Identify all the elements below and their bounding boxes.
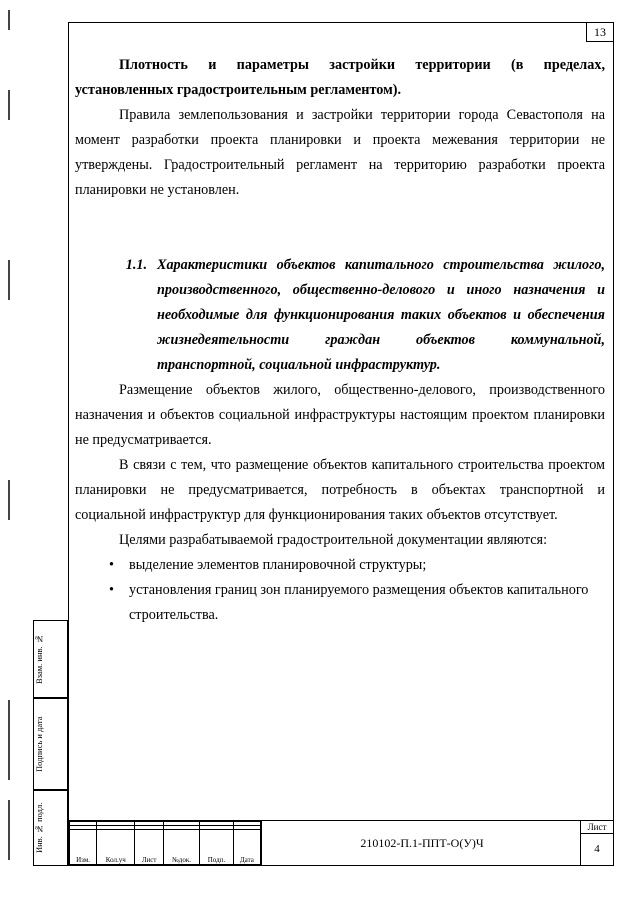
col-kol: Кол.уч — [97, 829, 135, 864]
edge-mark — [8, 700, 10, 780]
edge-mark — [8, 800, 10, 860]
col-list: Лист — [135, 829, 164, 864]
section-text: Характеристики объектов капитального строительства жилого, производственного, общественно-делового и иного назначения и необходимые для функционирования таких объектов и обеспечения жизнедеятельности граждан объектов коммунальной, транспортной, социальной инфраструктур. — [157, 257, 605, 373]
page-frame — [68, 22, 614, 866]
col-podp: Подп. — [200, 829, 234, 864]
edge-mark — [8, 260, 10, 300]
edge-mark — [8, 90, 10, 120]
side-inv-label: Инв. № подл. — [34, 802, 44, 854]
bullet-text: выделение элементов планировочной структуры; — [129, 557, 427, 573]
document-body — [75, 53, 605, 628]
list-label: Лист — [581, 821, 613, 834]
side-podpis-label: Подпись и дата — [34, 716, 44, 772]
side-vzam-box — [33, 620, 68, 698]
col-data: Дата — [233, 829, 260, 864]
section-number: 1.1. — [125, 257, 147, 273]
list-box — [580, 821, 613, 865]
side-podpis-box — [33, 698, 68, 790]
bullet-text: установления границ зон планируемого размещения объектов капитального строительства. — [129, 582, 589, 623]
col-izm: Изм. — [70, 829, 97, 864]
edge-mark — [8, 10, 10, 30]
bullet-item — [109, 553, 605, 578]
document-code: 210102-П.1-ППТ-О(У)Ч — [261, 821, 582, 865]
bullet-item — [109, 578, 605, 628]
heading: Плотность и параметры застройки территории (в пределах, установленных градостроительным регламентом). — [75, 57, 605, 98]
revision-grid — [69, 821, 261, 865]
list-value: 4 — [594, 843, 600, 855]
sheet-number: 13 — [586, 22, 614, 42]
section-title — [75, 253, 605, 378]
para-placement: Размещение объектов жилого, общественно-делового, производственного назначения и объектов социальной инфраструктуры настоящим проектом планировки не предусматривается. — [75, 382, 605, 448]
para-connection: В связи с тем, что размещение объектов капитального строительства проектом планировки не предусматривается, потребность в объектах транспортной и социальной инфраструктур для функционирования таких объектов отсутствует. — [75, 457, 605, 523]
side-vzam-label: Взам. инв. № — [34, 634, 44, 684]
edge-mark — [8, 480, 10, 520]
bullet-dot-icon: • — [109, 557, 114, 573]
title-block — [69, 820, 613, 865]
bullet-dot-icon: • — [109, 582, 114, 598]
para-rules: Правила землепользования и застройки территории города Севастополя на момент разработки проекта планировки и проекта межевания территории не утверждены. Градостроительный регламент на территорию разработки проекта планировки не установлен. — [75, 107, 605, 198]
side-inv-box — [33, 790, 68, 866]
para-goals: Целями разрабатываемой градостроительной документации являются: — [119, 532, 548, 548]
col-ndok: №док. — [163, 829, 199, 864]
